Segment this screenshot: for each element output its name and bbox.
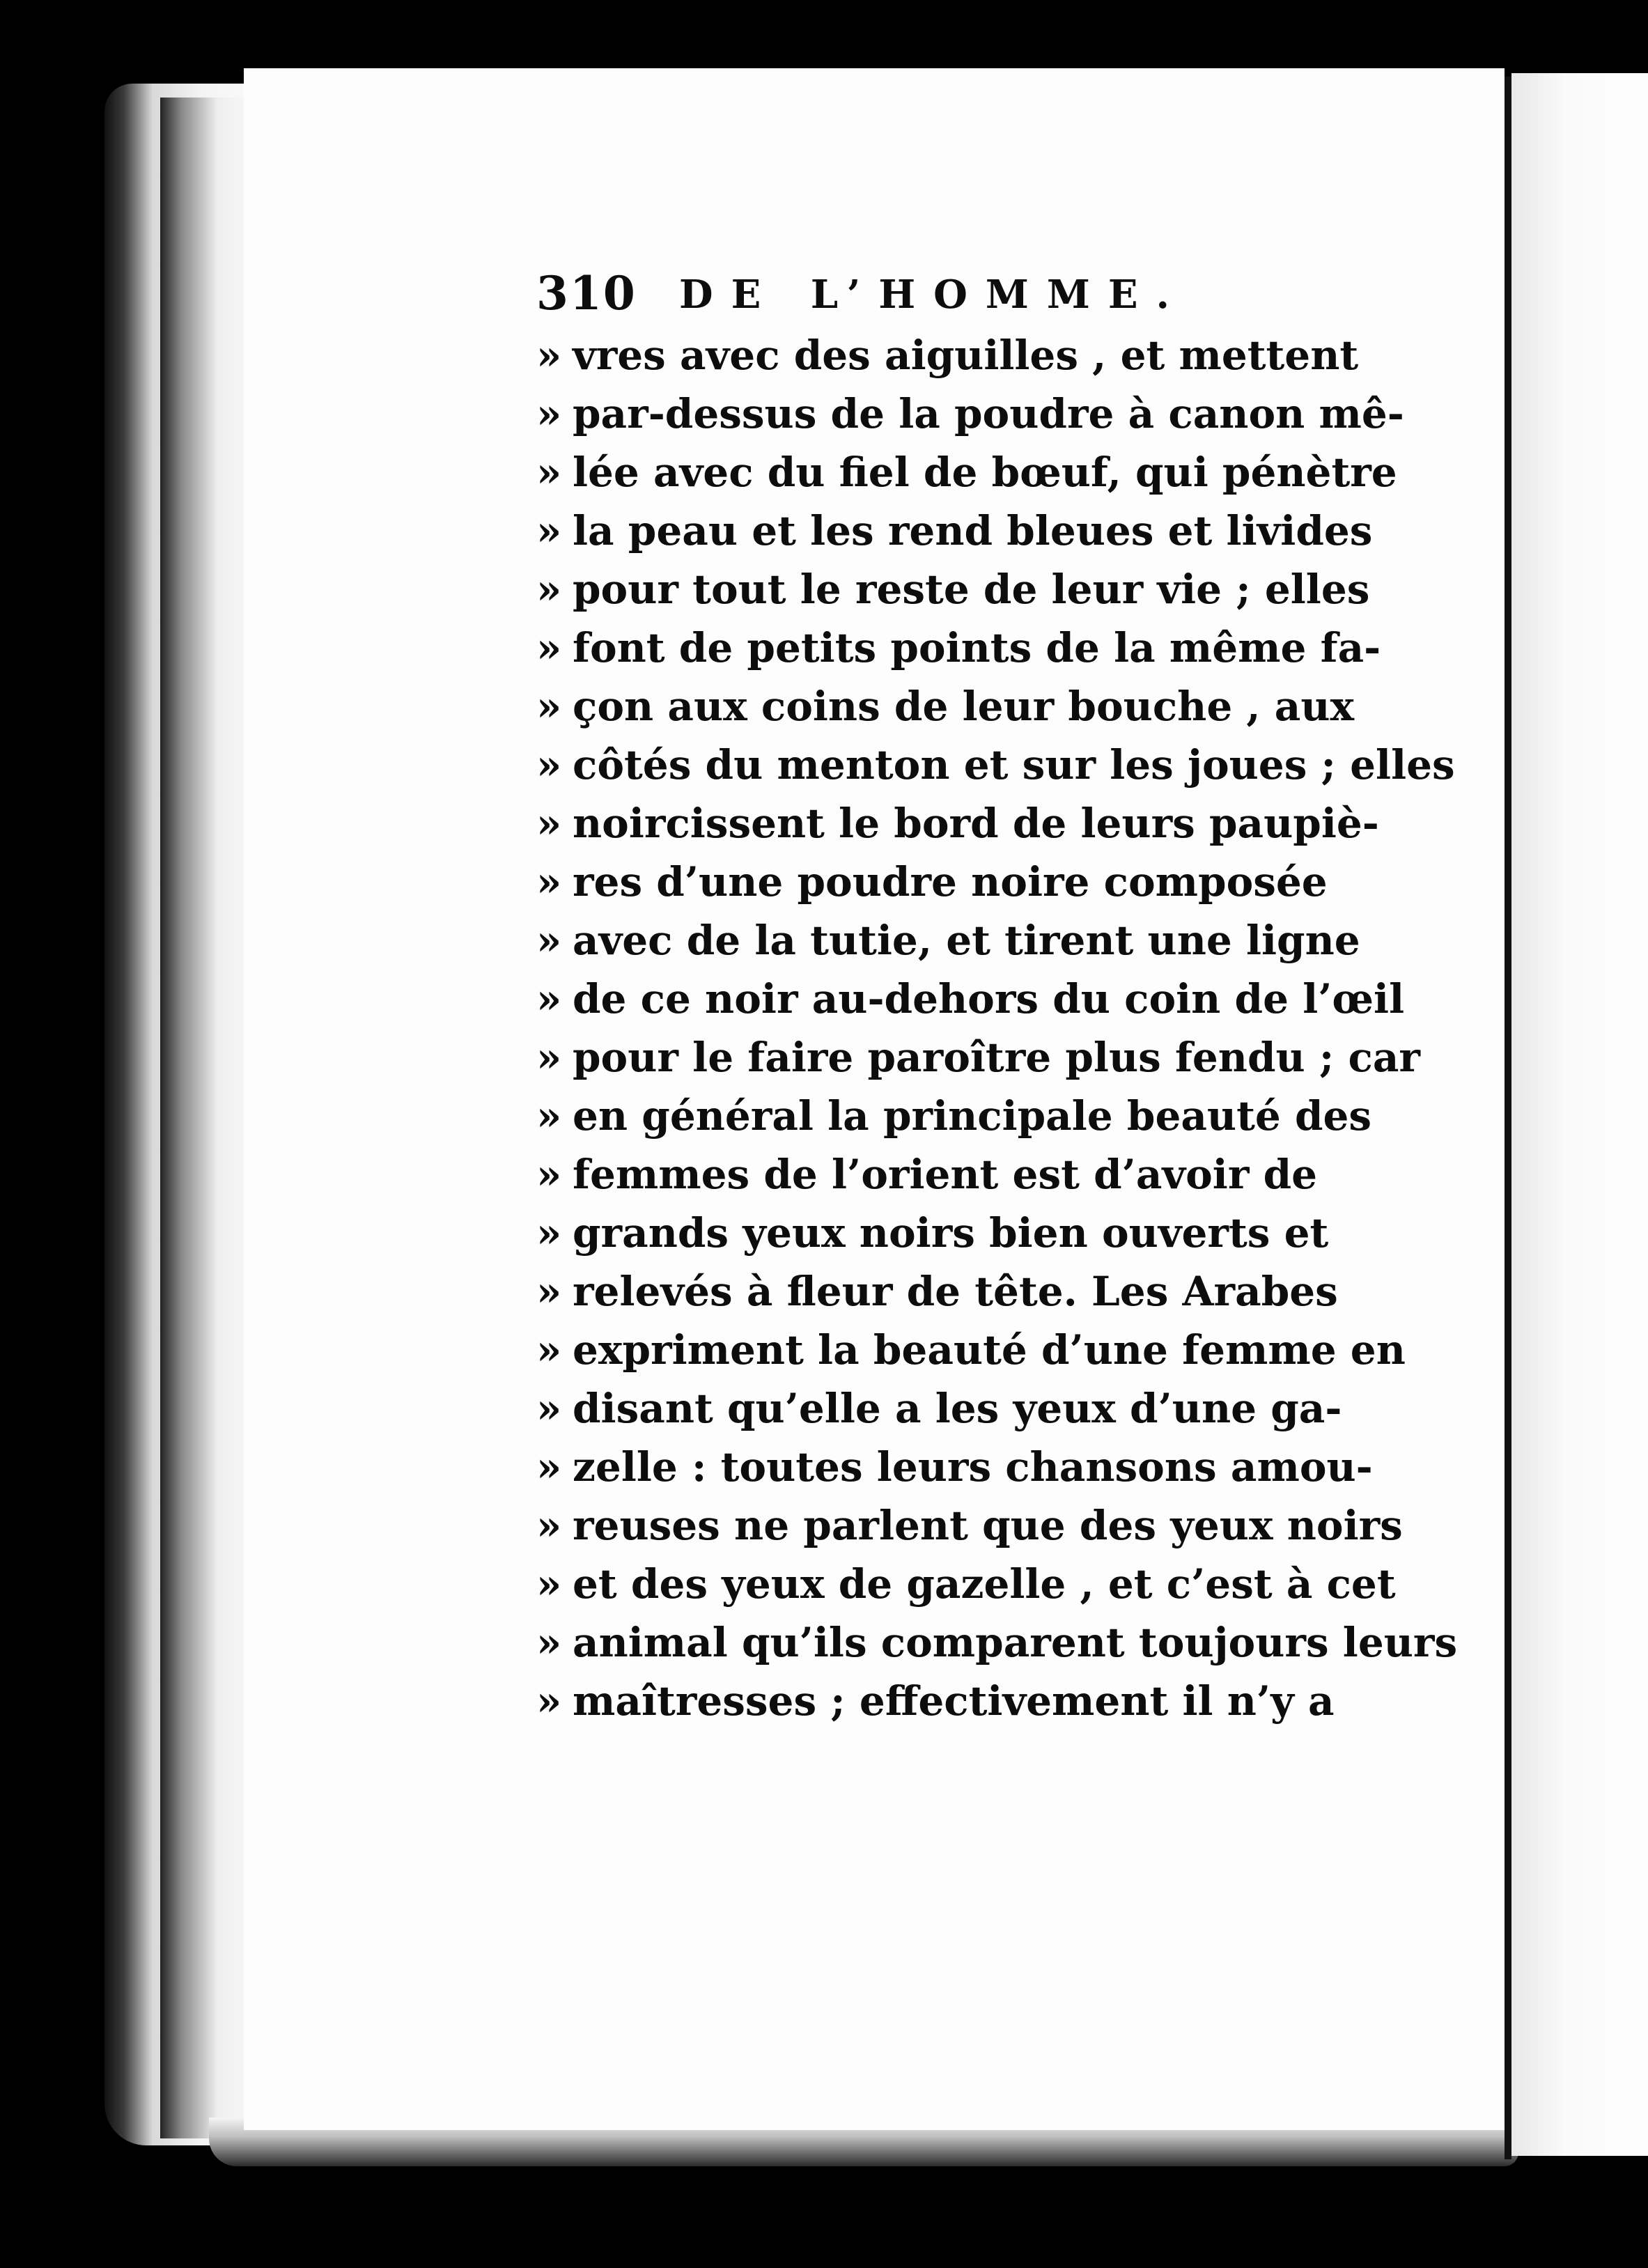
quote-mark: » (536, 1268, 562, 1315)
line-text: pour le faire paroître plus fendu ; car (573, 1034, 1420, 1081)
text-line (536, 1321, 1406, 1379)
text-line (536, 1379, 1342, 1438)
quote-mark: » (536, 507, 562, 554)
quote-mark: » (536, 1560, 562, 1608)
line-text: noircissent le bord de leurs paupiè- (573, 800, 1379, 847)
line-text: relevés à fleur de tête. Les Arabes (573, 1268, 1338, 1315)
line-text: grands yeux noirs bien ouverts et (573, 1209, 1329, 1257)
quote-mark: » (536, 332, 562, 379)
line-text: lée avec du fiel de bœuf, qui pénètre (573, 449, 1397, 496)
text-line (536, 1028, 1420, 1087)
text-line (536, 443, 1397, 502)
text-line (536, 1087, 1372, 1145)
quote-mark: » (536, 741, 562, 789)
body-text (536, 326, 1458, 1730)
text-line (536, 502, 1373, 560)
text-line (536, 1496, 1403, 1555)
line-text: expriment la beauté d’une femme en (573, 1326, 1406, 1374)
line-text: par-dessus de la poudre à canon mê- (573, 390, 1404, 437)
line-text: res d’une poudre noire composée (573, 858, 1328, 906)
text-line (536, 911, 1360, 970)
text-line (536, 736, 1455, 794)
line-text: zelle : toutes leurs chansons amou- (573, 1443, 1373, 1491)
line-text: et des yeux de gazelle , et c’est à cet (573, 1560, 1396, 1608)
text-line (536, 970, 1405, 1028)
page-header (536, 266, 1233, 329)
line-text: la peau et les rend bleues et livides (573, 507, 1373, 554)
quote-mark: » (536, 1092, 562, 1140)
text-line (536, 619, 1381, 677)
quote-mark: » (536, 1151, 562, 1198)
quote-mark: » (536, 1677, 562, 1725)
text-line (536, 326, 1359, 385)
text-line (536, 1555, 1396, 1613)
line-text: avec de la tutie, et tirent une ligne (573, 917, 1360, 964)
text-line (536, 385, 1404, 443)
quote-mark: » (536, 917, 562, 964)
text-line (536, 677, 1355, 736)
quote-mark: » (536, 975, 562, 1023)
quote-mark: » (536, 1502, 562, 1549)
quote-mark: » (536, 683, 562, 730)
text-line (536, 1438, 1373, 1496)
line-text: vres avec des aiguilles , et mettent (573, 332, 1359, 379)
text-line (536, 1262, 1338, 1321)
quote-mark: » (536, 1619, 562, 1666)
text-line (536, 794, 1379, 853)
quote-mark: » (536, 624, 562, 671)
line-text: pour tout le reste de leur vie ; elles (573, 566, 1370, 613)
quote-mark: » (536, 566, 562, 613)
quote-mark: » (536, 1385, 562, 1432)
line-text: font de petits points de la même fa- (573, 624, 1381, 671)
line-text: reuses ne parlent que des yeux noirs (573, 1502, 1403, 1549)
facing-page-edge (1511, 73, 1648, 2156)
quote-mark: » (536, 390, 562, 437)
text-line (536, 1145, 1323, 1204)
quote-mark: » (536, 1034, 562, 1081)
page-number: 310 (536, 266, 637, 320)
quote-mark: » (536, 1209, 562, 1257)
line-text: maîtresses ; effectivement il n’y a (573, 1677, 1335, 1725)
line-text: de ce noir au-dehors du coin de l’œil (573, 975, 1405, 1023)
quote-mark: » (536, 1443, 562, 1491)
line-text: çon aux coins de leur bouche , aux (573, 683, 1355, 730)
text-line (536, 1204, 1329, 1262)
text-line (536, 853, 1328, 911)
line-text: femmes de l’orient est d’avoir de (573, 1151, 1318, 1198)
text-line (536, 560, 1370, 619)
quote-mark: » (536, 449, 562, 496)
line-text: animal qu’ils comparent toujours leurs (573, 1619, 1458, 1666)
text-line (536, 1672, 1335, 1730)
book-gutter (1505, 77, 1511, 2159)
quote-mark: » (536, 800, 562, 847)
text-line (536, 1613, 1458, 1672)
line-text: en général la principale beauté des (573, 1092, 1372, 1140)
line-text: disant qu’elle a les yeux d’une ga- (573, 1385, 1342, 1432)
line-text: côtés du menton et sur les joues ; elles (573, 741, 1455, 789)
running-title: DE L’HOMME. (679, 272, 1188, 318)
quote-mark: » (536, 858, 562, 906)
quote-mark: » (536, 1326, 562, 1374)
